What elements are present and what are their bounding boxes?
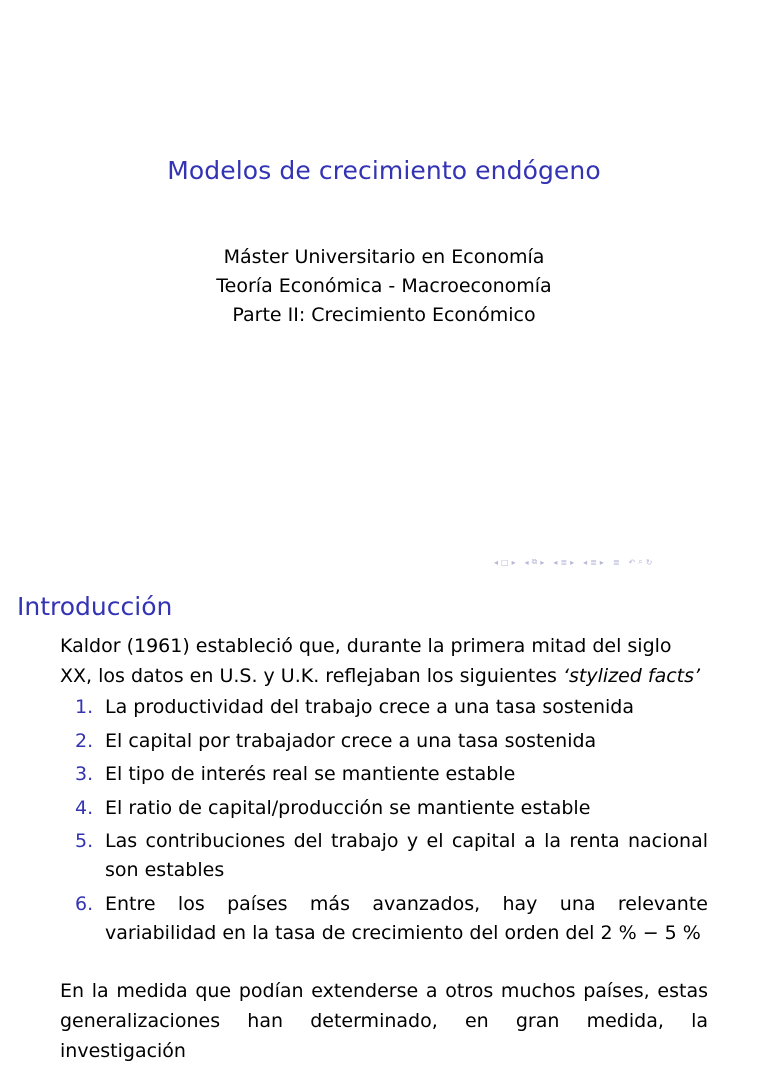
list-number: 5.	[75, 830, 94, 852]
nav-back-icon[interactable]: ↶	[628, 557, 636, 567]
list-number: 4.	[75, 796, 94, 819]
nav-slide-icon[interactable]: □	[501, 557, 509, 567]
list-item-text: El capital por trabajador crece a una tasa sostenida	[105, 729, 597, 752]
subtitle-line-course: Teoría Económica - Macroeconomía	[216, 275, 552, 297]
nav-prev-frame-icon[interactable]: ◂	[524, 557, 529, 567]
list-item	[60, 794, 708, 823]
nav-next-subsection-icon[interactable]: ▸	[570, 557, 575, 567]
nav-forward-icon[interactable]: ↻	[645, 557, 653, 567]
nav-prev-slide-icon[interactable]: ◂	[494, 557, 499, 567]
introduction-slide	[0, 578, 768, 1062]
nav-frame-icon[interactable]: ⧉	[531, 557, 538, 566]
list-number: 1.	[75, 696, 94, 718]
list-item	[60, 727, 708, 756]
list-item-text: La productividad del trabajo crece a una tasa sostenida	[105, 696, 634, 718]
list-item	[60, 827, 708, 885]
presentation-title: Modelos de crecimiento endógeno	[167, 156, 601, 185]
subtitle-line-part: Parte II: Crecimiento Económico	[232, 304, 536, 326]
list-item-text: El ratio de capital/producción se mantiente estable	[105, 796, 591, 819]
frame-title: Introducción	[17, 592, 173, 621]
nav-toc-icon[interactable]: ≣	[612, 557, 620, 567]
list-item	[60, 693, 708, 722]
intro-emphasis: ‘stylized facts’	[562, 665, 701, 687]
list-item-text: El tipo de interés real se mantiente estable	[105, 763, 516, 785]
nav-next-slide-icon[interactable]: ▸	[511, 557, 516, 567]
nav-section-icon[interactable]: ≣	[590, 557, 597, 567]
nav-next-frame-icon[interactable]: ▸	[540, 557, 545, 567]
list-number: 2.	[75, 729, 94, 752]
subtitle-line-program: Máster Universitario en Economía	[223, 246, 545, 268]
intro-text: Kaldor (1961) estableció que, durante la primera mitad del siglo XX, los datos en U.S. y U.K. reflejaban los siguientes	[60, 635, 672, 687]
list-item-text: Entre los países más avanzados, hay una relevante variabilidad en la tasa de crecimiento del orden del 2 % − 5 %	[105, 892, 708, 944]
nav-subsection-icon[interactable]: ≣	[560, 557, 568, 567]
stylized-facts-list	[60, 693, 708, 952]
nav-prev-subsection-icon[interactable]: ◂	[553, 557, 558, 567]
intro-paragraph	[60, 631, 708, 691]
closing-paragraph: En la medida que podían extenderse a otros muchos países, estas generalizaciones han determinado, en gran medida, la investigación	[60, 980, 708, 1062]
list-item	[60, 890, 708, 948]
list-item-text: Las contribuciones del trabajo y el capital a la renta nacional son estables	[105, 830, 708, 881]
nav-search-icon[interactable]: ⌕	[638, 557, 643, 566]
list-item	[60, 760, 708, 789]
subtitle-block	[0, 243, 768, 330]
nav-prev-section-icon[interactable]: ◂	[583, 557, 588, 567]
nav-next-section-icon[interactable]: ▸	[599, 557, 604, 567]
list-number: 6.	[75, 892, 94, 915]
beamer-navigation-bar	[494, 555, 655, 569]
list-number: 3.	[75, 763, 94, 785]
